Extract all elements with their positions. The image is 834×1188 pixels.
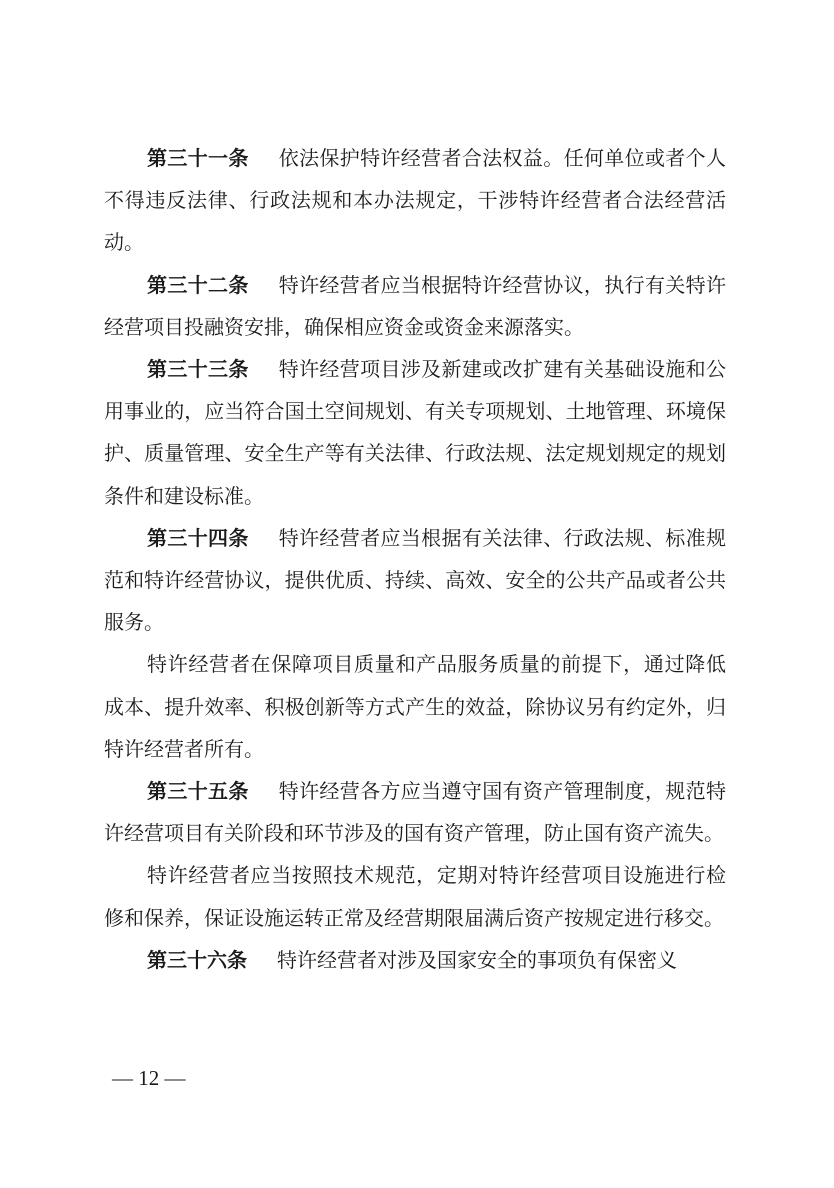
article-heading: 第三十六条	[147, 947, 247, 972]
paragraph-article-34	[104, 517, 726, 644]
paragraph-text: 特许经营者应当根据有关法律、行政法规、标准规范和特许经营协议，提供优质、持续、高效、安全的公共产品或者公共服务。	[104, 525, 727, 635]
body-text	[104, 137, 726, 981]
article-heading: 第三十三条	[147, 357, 249, 382]
paragraph-article-34-cont	[104, 643, 726, 770]
paragraph-article-31	[104, 137, 726, 264]
paragraph-text: 特许经营各方应当遵守国有资产管理制度，规范特许经营项目有关阶段和环节涉及的国有资产管理，防止国有资产流失。	[104, 779, 727, 846]
paragraph-text: 特许经营项目涉及新建或改扩建有关基础设施和公用事业的，应当符合国土空间规划、有关专项规划、土地管理、环境保护、质量管理、安全生产等有关法律、行政法规、法定规划规定的规划条件和建设标准。	[104, 357, 727, 508]
paragraph-text: 特许经营者应当根据特许经营协议，执行有关特许经营项目投融资安排，确保相应资金或资金来源落实。	[104, 272, 727, 339]
paragraph-text: 特许经营者在保障项目质量和产品服务质量的前提下，通过降低成本、提升效率、积极创新等方式产生的效益，除协议另有约定外，归特许经营者所有。	[104, 652, 726, 761]
article-heading: 第三十二条	[147, 272, 249, 297]
paragraph-text: 依法保护特许经营者合法权益。任何单位或者个人不得违反法律、行政法规和本办法规定，干涉特许经营者合法经营活动。	[104, 146, 727, 255]
paragraph-article-35-cont	[104, 854, 726, 938]
paragraph-article-35	[104, 770, 726, 854]
page-number: — 12 —	[112, 1066, 186, 1090]
paragraph-article-33	[104, 348, 726, 517]
paragraph-text: 特许经营者对涉及国家安全的事项负有保密义	[277, 947, 677, 972]
article-heading: 第三十一条	[147, 146, 249, 170]
paragraph-article-36	[104, 939, 726, 981]
paragraph-article-32	[104, 264, 726, 348]
paragraph-text: 特许经营者应当按照技术规范，定期对特许经营项目设施进行检修和保养，保证设施运转正常及经营期限届满后资产按规定进行移交。	[104, 863, 726, 930]
article-heading: 第三十五条	[147, 779, 249, 804]
article-heading: 第三十四条	[147, 525, 249, 550]
